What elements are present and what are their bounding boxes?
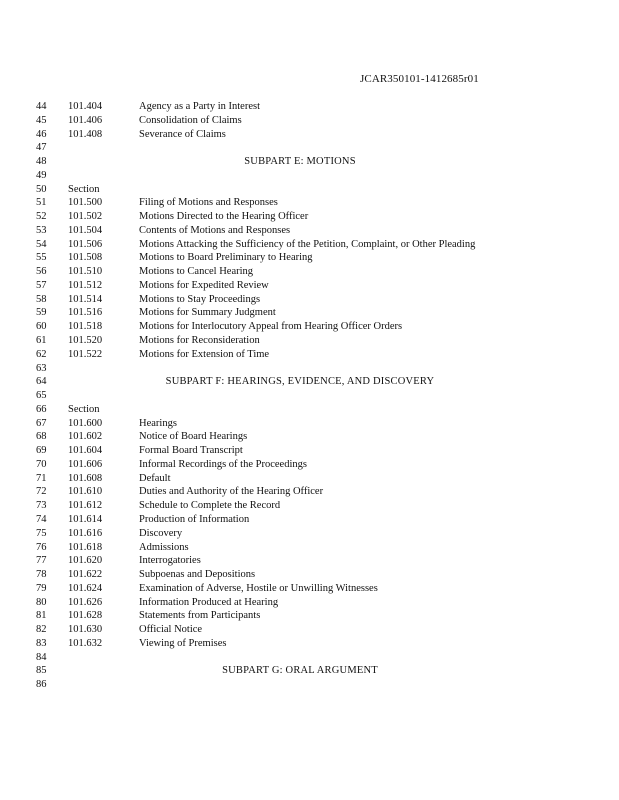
line-number: 81 — [36, 610, 47, 622]
line-number: 83 — [36, 637, 47, 649]
section-number: 101.522 — [68, 348, 103, 360]
section-number: 101.622 — [68, 569, 103, 581]
line-number: 82 — [36, 624, 47, 636]
document-line — [0, 196, 619, 210]
section-title: Statements from Participants — [139, 610, 261, 622]
line-number: 47 — [36, 142, 47, 154]
section-title: Motions for Summary Judgment — [139, 307, 276, 319]
section-number: 101.606 — [68, 458, 103, 470]
section-number: 101.514 — [68, 293, 103, 305]
line-number: 65 — [36, 390, 47, 402]
document-line — [0, 238, 619, 252]
line-number: 50 — [36, 183, 47, 195]
section-number: 101.620 — [68, 555, 103, 567]
document-line — [0, 375, 619, 389]
subpart-heading: SUBPART F: HEARINGS, EVIDENCE, AND DISCOVERY — [165, 376, 435, 388]
section-title: Motions to Cancel Hearing — [139, 266, 254, 278]
document-id: JCAR350101-1412685r01 — [360, 73, 479, 85]
subpart-heading: SUBPART G: ORAL ARGUMENT — [222, 665, 378, 677]
section-title: Viewing of Premises — [139, 637, 227, 649]
line-number: 61 — [36, 335, 47, 347]
section-number: 101.630 — [68, 624, 103, 636]
document-line — [0, 417, 619, 431]
document-line — [0, 210, 619, 224]
section-number: 101.632 — [68, 637, 103, 649]
section-title: Interrogatories — [139, 555, 201, 567]
section-title: Schedule to Complete the Record — [139, 500, 281, 512]
section-number: 101.604 — [68, 445, 103, 457]
section-number: 101.504 — [68, 224, 103, 236]
subpart-heading: SUBPART E: MOTIONS — [244, 156, 356, 168]
document-line — [0, 251, 619, 265]
document-line — [0, 651, 619, 665]
document-line — [0, 100, 619, 114]
document-line — [0, 678, 619, 692]
section-number: 101.616 — [68, 527, 103, 539]
document-line — [0, 265, 619, 279]
section-number: 101.404 — [68, 101, 103, 112]
line-number: 62 — [36, 348, 47, 360]
section-title: Official Notice — [139, 624, 203, 636]
line-number: 66 — [36, 403, 47, 415]
document-line — [0, 485, 619, 499]
document-line — [0, 169, 619, 183]
section-number: 101.614 — [68, 513, 103, 525]
line-number: 44 — [36, 101, 47, 112]
line-number: 59 — [36, 307, 47, 319]
line-number: 76 — [36, 541, 47, 553]
section-number: 101.628 — [68, 610, 103, 622]
line-number: 85 — [36, 665, 47, 677]
section-number: 101.516 — [68, 307, 103, 319]
document-line — [0, 183, 619, 197]
section-title: Duties and Authority of the Hearing Officer — [139, 486, 324, 498]
line-number: 68 — [36, 431, 47, 443]
line-number: 72 — [36, 486, 47, 498]
section-title: Informal Recordings of the Proceedings — [139, 458, 307, 470]
section-title: Contents of Motions and Responses — [139, 224, 291, 236]
section-title: Motions for Interlocutory Appeal from Hearing Officer Orders — [139, 321, 403, 333]
line-number: 75 — [36, 527, 47, 539]
line-number: 64 — [36, 376, 47, 388]
document-line — [0, 472, 619, 486]
line-number: 63 — [36, 362, 47, 374]
section-title: Motions for Reconsideration — [139, 335, 260, 347]
section-number: 101.502 — [68, 211, 103, 223]
numbered-lines — [0, 100, 619, 692]
section-title: Subpoenas and Depositions — [139, 569, 256, 581]
line-number: 70 — [36, 458, 47, 470]
section-title: Motions for Extension of Time — [139, 348, 270, 360]
line-number: 48 — [36, 156, 47, 168]
line-number: 69 — [36, 445, 47, 457]
document-line — [0, 141, 619, 155]
line-number: 78 — [36, 569, 47, 581]
section-title: Consolidation of Claims — [139, 114, 242, 126]
section-number: 101.518 — [68, 321, 103, 333]
document-line — [0, 293, 619, 307]
document-line — [0, 582, 619, 596]
line-number: 80 — [36, 596, 47, 608]
document-line — [0, 554, 619, 568]
section-title: Agency as a Party in Interest — [139, 101, 261, 112]
line-number: 45 — [36, 114, 47, 126]
section-number: 101.408 — [68, 128, 103, 140]
section-title: Severance of Claims — [139, 128, 226, 140]
document-line — [0, 568, 619, 582]
section-title: Discovery — [139, 527, 183, 539]
section-title: Motions Directed to the Hearing Officer — [139, 211, 309, 223]
line-number: 77 — [36, 555, 47, 567]
section-title: Examination of Adverse, Hostile or Unwilling Witnesses — [139, 582, 378, 594]
section-number: 101.508 — [68, 252, 103, 264]
document-line — [0, 334, 619, 348]
line-number: 67 — [36, 417, 47, 429]
document-line — [0, 114, 619, 128]
document-line — [0, 623, 619, 637]
section-number: 101.602 — [68, 431, 103, 443]
document-line — [0, 128, 619, 142]
document-line — [0, 513, 619, 527]
section-title: Motions Attacking the Sufficiency of the Petition, Complaint, or Other Pleading — [139, 238, 476, 250]
section-number: 101.612 — [68, 500, 103, 512]
section-number: 101.600 — [68, 417, 103, 429]
document-line — [0, 637, 619, 651]
line-number: 60 — [36, 321, 47, 333]
document-line — [0, 664, 619, 678]
document-line — [0, 430, 619, 444]
section-number: 101.510 — [68, 266, 103, 278]
line-number: 71 — [36, 472, 47, 484]
document-line — [0, 458, 619, 472]
line-number: 56 — [36, 266, 47, 278]
document-line — [0, 224, 619, 238]
section-number: 101.610 — [68, 486, 103, 498]
section-title: Motions to Stay Proceedings — [139, 293, 261, 305]
line-number: 57 — [36, 279, 47, 291]
section-number: 101.406 — [68, 114, 103, 126]
section-number: 101.624 — [68, 582, 103, 594]
line-number: 49 — [36, 169, 47, 181]
section-column-label: Section — [68, 183, 100, 195]
section-title: Motions for Expedited Review — [139, 279, 269, 291]
line-number: 51 — [36, 197, 47, 209]
document-line — [0, 541, 619, 555]
section-title: Filing of Motions and Responses — [139, 197, 278, 209]
section-number: 101.618 — [68, 541, 103, 553]
line-number: 53 — [36, 224, 47, 236]
section-title: Notice of Board Hearings — [139, 431, 248, 443]
document-line — [0, 348, 619, 362]
document-line — [0, 499, 619, 513]
line-number: 52 — [36, 211, 47, 223]
section-title: Admissions — [139, 541, 189, 553]
section-number: 101.512 — [68, 279, 103, 291]
line-number: 58 — [36, 293, 47, 305]
line-number: 46 — [36, 128, 47, 140]
document-line — [0, 444, 619, 458]
document-line — [0, 609, 619, 623]
document-line — [0, 320, 619, 334]
section-number: 101.500 — [68, 197, 103, 209]
document-line — [0, 527, 619, 541]
document-line — [0, 362, 619, 376]
section-title: Information Produced at Hearing — [139, 596, 279, 608]
line-number: 55 — [36, 252, 47, 264]
document-line — [0, 389, 619, 403]
line-number: 74 — [36, 513, 47, 525]
section-number: 101.608 — [68, 472, 103, 484]
section-column-label: Section — [68, 403, 100, 415]
line-number: 79 — [36, 582, 47, 594]
section-number: 101.626 — [68, 596, 103, 608]
document-line — [0, 596, 619, 610]
line-number: 54 — [36, 238, 47, 250]
line-number: 73 — [36, 500, 47, 512]
section-title: Motions to Board Preliminary to Hearing — [139, 252, 313, 264]
section-number: 101.520 — [68, 335, 103, 347]
line-number: 84 — [36, 651, 47, 663]
section-title: Hearings — [139, 417, 177, 429]
document-line — [0, 279, 619, 293]
section-number: 101.506 — [68, 238, 103, 250]
document-line — [0, 155, 619, 169]
document-line — [0, 306, 619, 320]
section-title: Default — [139, 472, 171, 484]
document-line — [0, 403, 619, 417]
section-title: Production of Information — [139, 513, 250, 525]
section-title: Formal Board Transcript — [139, 445, 243, 457]
line-number: 86 — [36, 679, 47, 691]
